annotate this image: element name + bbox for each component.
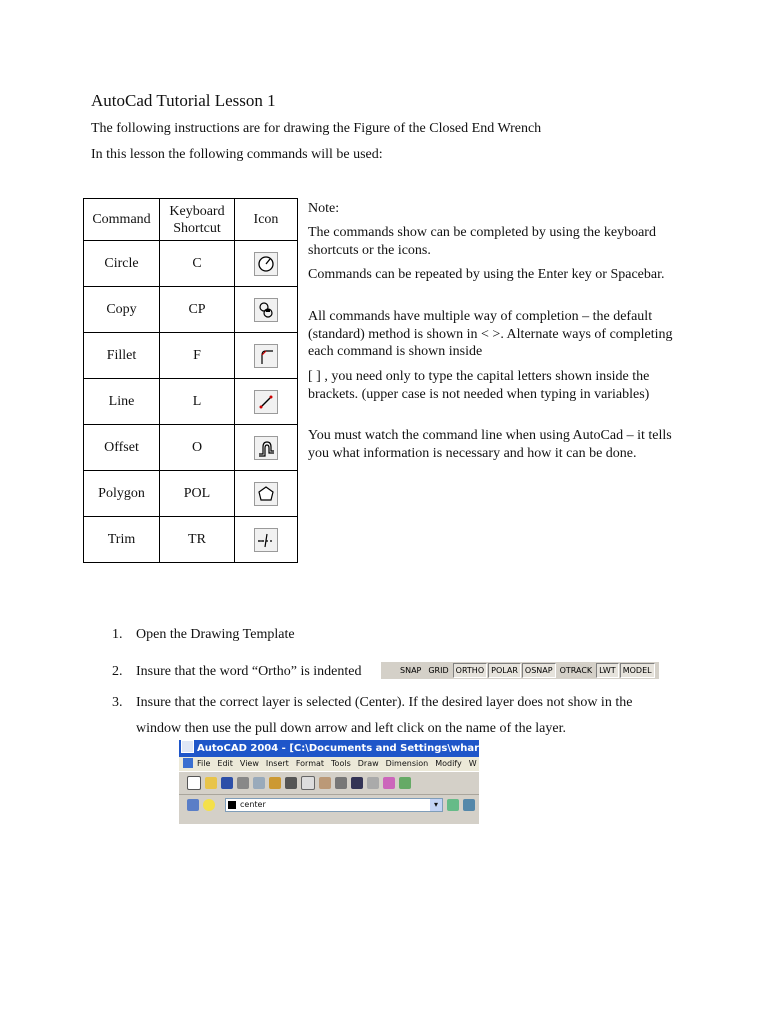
table-row: [84, 425, 298, 471]
header-icon: Icon: [235, 199, 298, 241]
commands-table: [83, 198, 298, 563]
menu-view[interactable]: View: [239, 759, 259, 768]
intro-line-2: In this lesson the following commands will be used:: [91, 147, 383, 162]
menu-draw[interactable]: Draw: [357, 759, 379, 768]
menu-edit[interactable]: Edit: [217, 759, 233, 768]
window-title-bar: [179, 740, 538, 757]
snap-toggle[interactable]: SNAP: [397, 663, 424, 678]
save-icon[interactable]: [221, 777, 233, 789]
menu-bar: [179, 757, 479, 771]
menu-file[interactable]: File: [197, 759, 211, 768]
command-shortcut: C: [160, 241, 235, 287]
menu-dimension[interactable]: Dimension: [385, 759, 429, 768]
header-shortcut-label: Shortcut: [173, 220, 221, 236]
table-row: [84, 287, 298, 333]
command-name: Copy: [84, 287, 160, 333]
trim-icon[interactable]: [254, 528, 278, 552]
command-name: Line: [84, 379, 160, 425]
command-shortcut: POL: [160, 471, 235, 517]
command-shortcut: F: [160, 333, 235, 379]
publish-icon[interactable]: [269, 777, 281, 789]
polar-toggle[interactable]: POLAR: [488, 663, 521, 678]
note-paragraph: All commands have multiple way of completion – the default (standard) method is shown in < >. Alternate ways of completing each command is shown inside: [308, 309, 673, 359]
otrack-toggle[interactable]: OTRACK: [557, 663, 596, 678]
table-row: [84, 333, 298, 379]
step-number: 2.: [112, 664, 123, 679]
command-shortcut: CP: [160, 287, 235, 333]
step-text: Insure that the word “Ortho” is indented: [136, 664, 362, 679]
redo-icon[interactable]: [367, 777, 379, 789]
step-number: 1.: [112, 627, 123, 642]
undo-icon[interactable]: [351, 777, 363, 789]
table-row: [84, 379, 298, 425]
layer-on-icon[interactable]: [203, 799, 215, 811]
model-toggle[interactable]: MODEL: [620, 663, 655, 678]
chevron-down-icon[interactable]: ▾: [430, 799, 442, 811]
cut-icon[interactable]: [285, 777, 297, 789]
layer-manager-icon[interactable]: [187, 799, 199, 811]
table-row: [84, 241, 298, 287]
note-paragraph: The commands show can be completed by using the keyboard shortcuts or the icons.: [308, 225, 656, 258]
command-name: Offset: [84, 425, 160, 471]
layer-dropdown[interactable]: [225, 798, 443, 812]
open-icon[interactable]: [205, 777, 217, 789]
make-current-icon[interactable]: [447, 799, 459, 811]
intro-line-1: The following instructions are for drawing the Figure of the Closed End Wrench: [91, 121, 542, 136]
step-number: 3.: [112, 695, 123, 710]
note-paragraph: Commands can be repeated by using the Enter key or Spacebar.: [308, 267, 665, 282]
line-icon[interactable]: [254, 390, 278, 414]
command-shortcut: L: [160, 379, 235, 425]
note-heading: Note:: [308, 201, 340, 216]
note-paragraph: You must watch the command line when using AutoCad – it tells you what information is necessary and how it can be done.: [308, 428, 672, 461]
status-bar: [381, 662, 659, 679]
preview-icon[interactable]: [253, 777, 265, 789]
step-item: [112, 627, 295, 643]
header-shortcut: [160, 199, 235, 241]
offset-icon[interactable]: [254, 436, 278, 460]
table-header-row: [84, 199, 298, 241]
copy-clip-icon[interactable]: [301, 776, 315, 790]
note-paragraph: [ ] , you need only to type the capital letters shown inside the brackets. (upper case is not needed when typing in variables): [308, 369, 650, 402]
layer-previous-icon[interactable]: [463, 799, 475, 811]
menu-format[interactable]: Format: [295, 759, 325, 768]
layer-name: center: [240, 800, 266, 809]
header-keyboard: Keyboard: [169, 203, 225, 219]
circle-icon[interactable]: [254, 252, 278, 276]
layers-toolbar: [179, 795, 479, 815]
pan-icon[interactable]: [383, 777, 395, 789]
autocad-window-screenshot: [179, 740, 538, 824]
step-item: [112, 690, 682, 742]
menu-modify[interactable]: Modify: [435, 759, 462, 768]
command-shortcut: TR: [160, 517, 235, 563]
zoom-icon[interactable]: [399, 777, 411, 789]
new-icon[interactable]: [187, 776, 201, 790]
copy-icon[interactable]: [254, 298, 278, 322]
header-command: Command: [84, 199, 160, 241]
step-text: Open the Drawing Template: [136, 627, 295, 642]
menu-insert[interactable]: Insert: [265, 759, 289, 768]
command-name: Circle: [84, 241, 160, 287]
paste-icon[interactable]: [319, 777, 331, 789]
layer-color-swatch: [228, 801, 236, 809]
print-icon[interactable]: [237, 777, 249, 789]
step-text: Insure that the correct layer is selected (Center). If the desired layer does not show in the: [136, 695, 633, 710]
lwt-toggle[interactable]: LWT: [596, 663, 619, 678]
step-item: [112, 664, 362, 680]
menu-tools[interactable]: Tools: [331, 759, 351, 768]
polygon-icon[interactable]: [254, 482, 278, 506]
page-title: AutoCad Tutorial Lesson 1: [91, 91, 276, 110]
standard-toolbar: [179, 771, 479, 795]
command-name: Polygon: [84, 471, 160, 517]
grid-toggle[interactable]: GRID: [425, 663, 451, 678]
step-text-continued: window then use the pull down arrow and left click on the name of the layer.: [136, 721, 566, 736]
osnap-toggle[interactable]: OSNAP: [522, 663, 556, 678]
ortho-toggle[interactable]: ORTHO: [453, 663, 487, 678]
command-name: Fillet: [84, 333, 160, 379]
table-row: [84, 517, 298, 563]
menu-window[interactable]: W: [468, 759, 477, 768]
autocad-app-icon: [181, 740, 194, 753]
command-shortcut: O: [160, 425, 235, 471]
match-properties-icon[interactable]: [335, 777, 347, 789]
document-icon: [183, 758, 193, 768]
fillet-icon[interactable]: [254, 344, 278, 368]
command-name: Trim: [84, 517, 160, 563]
table-row: [84, 471, 298, 517]
window-title: AutoCAD 2004 - [C:\Documents and Settings\whart\Desktop\: [197, 743, 538, 754]
